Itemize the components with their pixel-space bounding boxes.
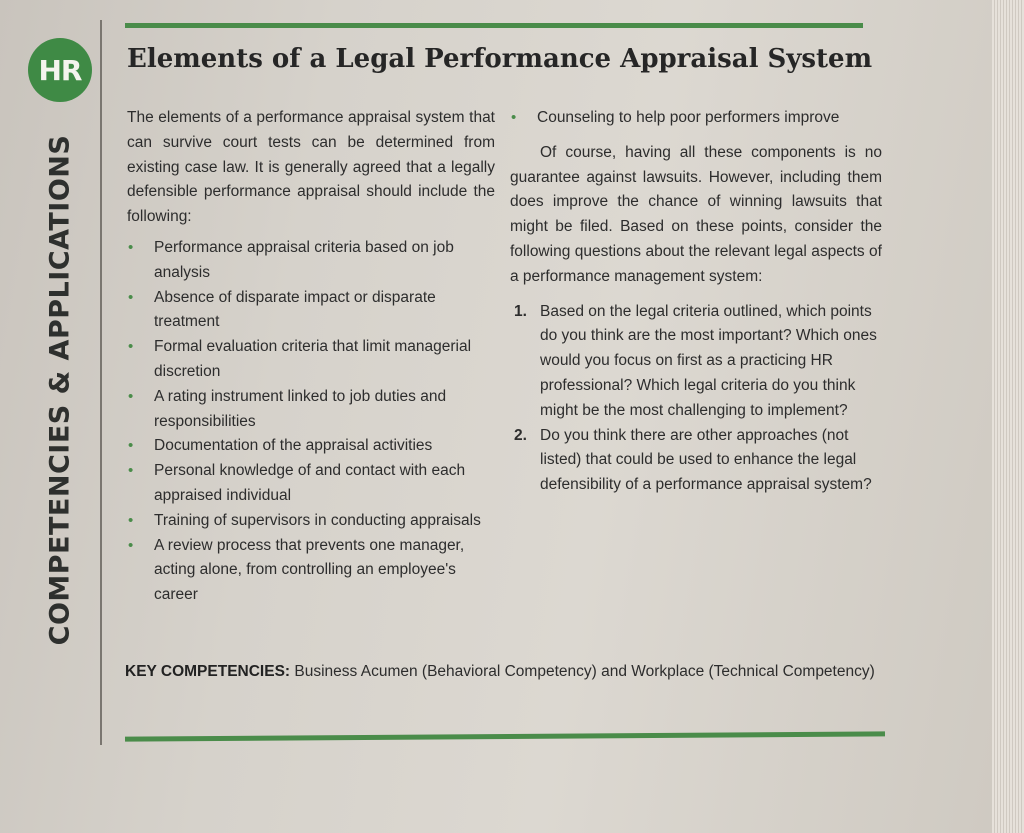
question-text: Based on the legal criteria outlined, which points do you think are the most important? Which ones would you focus on first as a practicing HR professional? Which legal criteria do you think might be the most challenging to implement?: [540, 302, 877, 419]
list-item: • Training of supervisors in conducting appraisals: [127, 509, 495, 534]
bullet-icon: •: [128, 238, 134, 256]
page-stack-edge: [992, 0, 1024, 833]
list-item: • Counseling to help poor performers improve: [510, 106, 882, 131]
bullet-icon: •: [128, 462, 134, 480]
question-item: [510, 424, 882, 498]
list-item: • Formal evaluation criteria that limit managerial discretion: [127, 335, 495, 385]
key-competencies-label: KEY COMPETENCIES:: [125, 663, 291, 680]
hr-badge: HR: [28, 38, 92, 102]
list-item: • Absence of disparate impact or disparate treatment: [127, 286, 495, 336]
right-column: [510, 106, 882, 498]
bullet-icon: •: [128, 437, 134, 455]
key-competencies: [125, 659, 885, 684]
key-competencies-text: Business Acumen (Behavioral Competency) and Workplace (Technical Competency): [294, 663, 875, 680]
criteria-list: [127, 236, 495, 608]
page-title: Elements of a Legal Performance Appraisal System: [127, 44, 873, 74]
list-item: • Performance appraisal criteria based on job analysis: [127, 236, 495, 286]
top-accent-bar: [125, 23, 863, 28]
list-item: • Personal knowledge of and contact with each appraised individual: [127, 459, 495, 509]
bullet-icon: •: [128, 511, 134, 529]
intro-paragraph: The elements of a performance appraisal system that can survive court tests can be determined from existing case law. It is generally agreed that a legally defensible performance appraisal should include the following:: [127, 109, 495, 226]
bottom-accent-bar: [125, 731, 885, 741]
questions-list: [510, 300, 882, 498]
list-item: • Documentation of the appraisal activities: [127, 434, 495, 459]
left-column: [127, 106, 495, 608]
section-side-label: COMPETENCIES & APPLICATIONS: [44, 134, 76, 646]
discussion-paragraph: Of course, having all these components is no guarantee against lawsuits. However, including them does improve the chance of winning lawsuits that might be filed. Based on these points, consider the following questions about the relevant legal aspects of a performance management system:: [510, 143, 882, 285]
bullet-icon: •: [511, 109, 517, 126]
bullet-icon: •: [128, 288, 134, 306]
question-number: 2.: [514, 426, 527, 444]
list-item: • A review process that prevents one manager, acting alone, from controlling an employee's career: [127, 534, 495, 608]
bullet-icon: •: [128, 536, 134, 554]
criteria-list-continued: [510, 106, 882, 131]
question-item: [510, 300, 882, 424]
bullet-icon: •: [128, 338, 134, 356]
side-divider: [100, 20, 102, 745]
list-item: • A rating instrument linked to job duties and responsibilities: [127, 385, 495, 435]
question-number: 1.: [514, 302, 527, 320]
question-text: Do you think there are other approaches (not listed) that could be used to enhance the legal defensibility of a performance appraisal system?: [540, 426, 872, 494]
bullet-icon: •: [128, 387, 134, 405]
